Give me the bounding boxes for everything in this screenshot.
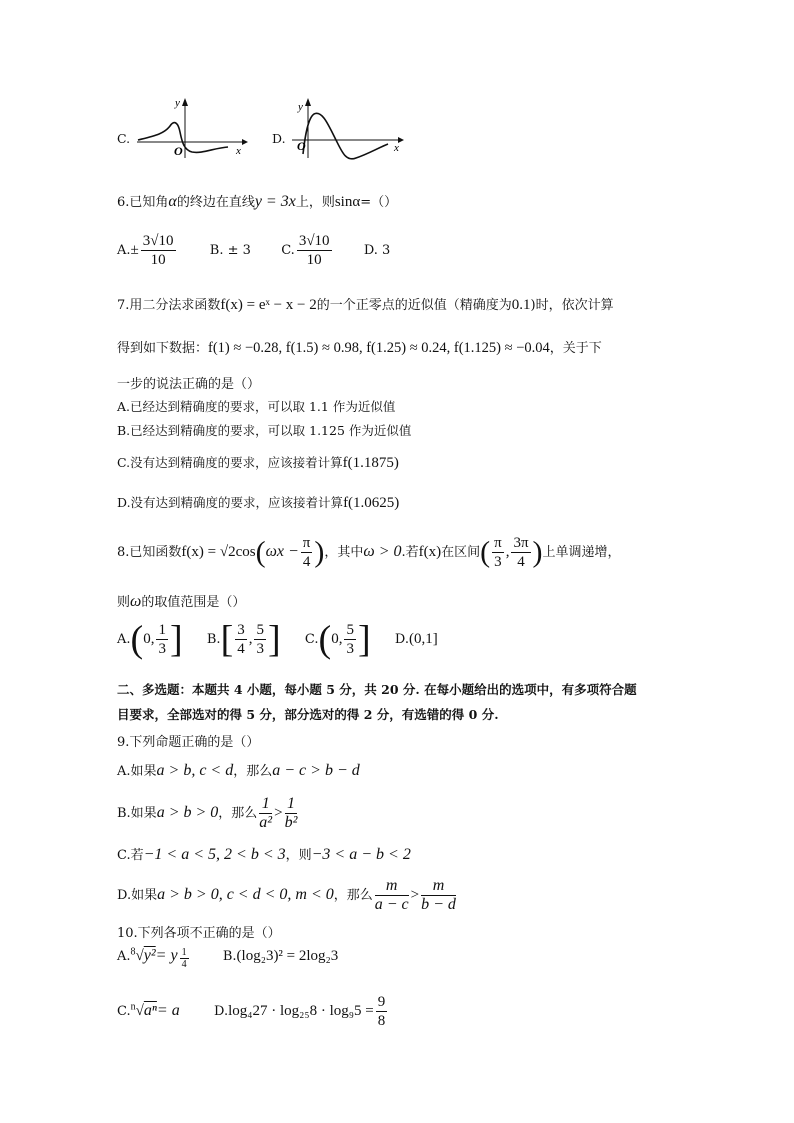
q8-option-a[interactable]: A.(0, $\frac{1}{3}$ ]: [117, 618, 183, 660]
graph-d-x-label: x: [394, 142, 399, 154]
graph-d-x-arrow: [398, 137, 404, 143]
q7-option-c[interactable]: C.没有达到精确度的要求，应该接着计算f(1.1875): [117, 455, 399, 471]
q10-option-d[interactable]: D.log₄27 · log₂₅8 · log₉5 = $\frac{9}{8}$: [213, 994, 386, 1029]
q8-option-b[interactable]: B.[ $\frac{3}{4}$ , $\frac{5}{3}$ ]: [206, 618, 281, 660]
graph-c-y-label: y: [175, 97, 180, 109]
q6-options: [117, 232, 390, 269]
q7-stem-line1: 7.用二分法求函数f(x) = eˣ − x − 2的一个正零点的近似值（精确度为0.1)时，依次计算: [117, 297, 614, 313]
section2-line1: 二、多选题：本题共 4 小题，每小题 5 分，共 20 分. 在每小题给出的选项中，有多项符合题: [117, 682, 637, 697]
q10-options-row1: [117, 947, 338, 970]
graph-d-y-label: y: [298, 101, 303, 113]
q6-option-d[interactable]: D. 3: [363, 243, 391, 258]
q10-stem: 10.下列各项不正确的是（）: [117, 926, 281, 941]
q7-option-a[interactable]: A.已经达到精确度的要求，可以取 1.1 作为近似值: [117, 399, 396, 414]
q8-options: [117, 620, 438, 658]
q8-stem-line2: 则ω的取值范围是（）: [117, 593, 246, 610]
graph-d-curve: [303, 113, 388, 159]
q10-option-a[interactable]: A.$^8$√y²= y $\frac{1}{4}$: [117, 947, 187, 970]
graph-c-label: C.: [117, 131, 131, 146]
graph-c-curve: [138, 123, 228, 153]
graph-d-origin: O: [297, 139, 306, 153]
q9-stem: 9.下列命题正确的是（）: [117, 735, 260, 750]
q7-option-d[interactable]: D.没有达到精确度的要求，应该接着计算f(1.0625): [117, 495, 400, 511]
q6-option-a[interactable]: A.± $\frac{3√10}{10}$: [117, 233, 174, 268]
section2-line2: 目要求，全部选对的得 5 分，部分选对的得 2 分，有选错的得 0 分.: [117, 707, 499, 722]
q9-option-c[interactable]: C.若−1 < a < 5, 2 < b < 3，则−3 < a − b < 2: [117, 846, 411, 863]
q10-option-b[interactable]: B.(log₂3)² = 2log₂3: [222, 948, 339, 965]
q6-stem: 6.已知角α的终边在直线y = 3x上，则sinα=（）: [117, 193, 398, 210]
q7-option-b[interactable]: B.已经达到精确度的要求，可以取 1.125 作为近似值: [117, 423, 412, 438]
q8-option-c[interactable]: C.(0, $\frac{5}{3}$ ]: [304, 618, 371, 660]
graph-c-x-arrow: [242, 139, 248, 145]
graph-d-label: D.: [272, 131, 286, 146]
q7-stem-line3: 一步的说法正确的是（）: [117, 377, 261, 392]
graph-c: [132, 96, 248, 160]
q10-options-row2: [117, 993, 389, 1030]
graph-c-y-arrow: [182, 98, 188, 106]
q10-option-c[interactable]: C.$^n$√aⁿ= a: [117, 1001, 180, 1019]
q6-option-c[interactable]: C. $\frac{3√10}{10}$: [281, 233, 330, 268]
q7-stem-line2: 得到如下数据：f(1) ≈ −0.28, f(1.5) ≈ 0.98, f(1.25) ≈ 0.24, f(1.125) ≈ −0.04，关于下: [117, 340, 602, 356]
graph-d-y-arrow: [305, 98, 311, 106]
graph-d: [288, 96, 404, 160]
q9-option-a[interactable]: A.如果a > b, c < d，那么a − c > b − d: [117, 762, 360, 779]
graph-c-origin: O: [174, 144, 183, 158]
q9-option-b[interactable]: B.如果a > b > 0，那么 $\frac{1}{\text{a²}}$ > $\frac{1}{\text{b²}}$: [117, 795, 298, 831]
q8-option-d[interactable]: D.(0,1]: [394, 630, 438, 647]
graph-c-x-label: x: [236, 145, 241, 157]
q8-stem-line1: 8.已知函数f(x) = √2cos(ωx − $\frac{\pi}{4}$ )，其中ω > 0.若f(x)在区间( $\frac{\pi}{3}$ , $\frac{3\pi}{4}$ )上单调递增，: [117, 535, 621, 570]
q9-option-d[interactable]: D.如果a > b > 0, c < d < 0, m < 0，那么 $\frac{m}{a - c}$ > $\frac{m}{b - d}$: [117, 877, 456, 913]
q6-option-b[interactable]: B. ± 3: [209, 243, 251, 258]
